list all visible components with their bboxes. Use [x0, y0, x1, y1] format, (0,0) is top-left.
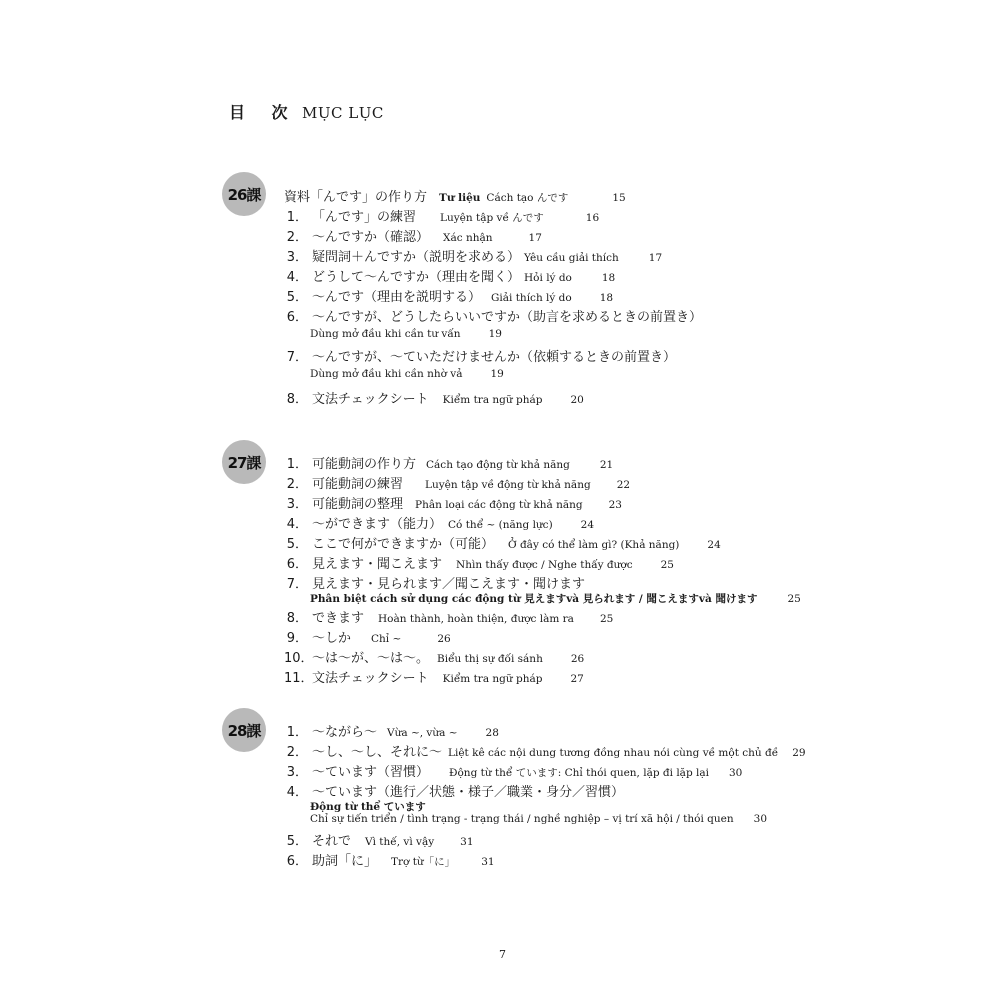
toc-entry[interactable]: 5． それで Vì thế, vì vậy 31 [286, 834, 474, 849]
toc-entry[interactable]: 3． ～ています（習慣） Động từ thể ています: Chỉ thói quen, lặp đi lặp lại 30 [286, 765, 743, 780]
heading-ja-2: 次 [271, 103, 289, 122]
toc-entry[interactable]: 8． 文法チェックシート Kiểm tra ngữ pháp 20 [286, 392, 584, 407]
toc-entry[interactable]: 資料「んです」の作り方 Tư liệu Cách tạo んです 15 [284, 190, 626, 205]
heading-ja-1: 目 [229, 103, 246, 122]
toc-entry-subtitle: Phân biệt cách sử dụng các động từ 見えますvà 見られます / 聞こえますvà 聞けます 25 [310, 593, 801, 605]
toc-entry[interactable]: 4． ～ています（進行／状態・様子／職業・身分／習慣） [286, 785, 625, 800]
heading-vi: MỤC LỤC [302, 104, 384, 122]
toc-entry[interactable]: 6． ～んですが、どうしたらいいですか（助言を求めるときの前置き） [286, 310, 703, 325]
toc-entry[interactable]: 3． 可能動詞の整理 Phân loại các động từ khả năng 23 [286, 497, 622, 512]
toc-entry[interactable]: 2． 可能動詞の練習 Luyện tập về động từ khả năng 22 [286, 477, 631, 492]
toc-entry[interactable]: 1． ～ながら～ Vừa ~, vừa ~ 28 [286, 725, 499, 740]
page-number: 7 [499, 948, 506, 961]
toc-entry[interactable]: 2． ～し、～し、それに～ Liệt kê các nội dung tương đồng nhau nói cùng về một chủ đề 29 [286, 745, 806, 760]
toc-entry[interactable]: 7． 見えます・見られます／聞こえます・聞けます [286, 577, 586, 592]
toc-entry[interactable]: 1． 可能動詞の作り方 Cách tạo động từ khả năng 21 [286, 457, 614, 472]
toc-entry[interactable]: 4． ～ができます（能力） Có thể ~ (năng lực) 24 [286, 517, 595, 532]
toc-entry[interactable]: 10． ～は～が、～は～。 Biểu thị sự đối sánh 26 [284, 651, 585, 666]
toc-entry[interactable]: 9． ～しか Chỉ ~ 26 [286, 631, 451, 646]
toc-entry[interactable]: 6． 助詞「に」 Trợ từ「に」 31 [286, 854, 495, 869]
toc-entry[interactable]: 4． どうして～んですか（理由を聞く） Hỏi lý do 18 [286, 270, 616, 285]
toc-entry[interactable]: 11． 文法チェックシート Kiểm tra ngữ pháp 27 [284, 671, 584, 686]
toc-entry[interactable]: 8． できます Hoàn thành, hoàn thiện, được làm ra 25 [286, 611, 614, 626]
toc-entry[interactable]: 5． ～んです（理由を説明する） Giải thích lý do 18 [286, 290, 614, 305]
lesson-badge: 26課 [222, 172, 266, 216]
toc-entry[interactable]: 2． ～んですか（確認） Xác nhận 17 [286, 230, 542, 245]
toc-entry[interactable]: 5． ここで何ができますか（可能） Ở đây có thể làm gì? (Khả năng) 24 [286, 537, 721, 552]
lesson-badge: 28課 [222, 708, 266, 752]
toc-entry[interactable]: 3． 疑問詞＋んですか（説明を求める） Yêu cầu giải thích 17 [286, 250, 663, 265]
toc-entry[interactable]: 7． ～んですが、～ていただけませんか（依頼するときの前置き） [286, 350, 677, 365]
toc-entry-subtitle: Dùng mở đầu khi cần nhờ vả 19 [310, 368, 504, 380]
lesson-badge: 27課 [222, 440, 266, 484]
toc-entry[interactable]: 1． 「んです」の練習 Luyện tập về んです 16 [286, 210, 600, 225]
toc-entry[interactable]: 6． 見えます・聞こえます Nhìn thấy được / Nghe thấy được 25 [286, 557, 674, 572]
toc-entry-subtitle: Dùng mở đầu khi cần tư vấn 19 [310, 328, 502, 340]
toc-entry-subtitle: Động từ thể ています [310, 801, 426, 813]
toc-entry-subtitle: Chỉ sự tiến triển / tình trạng - trạng thái / nghề nghiệp – vị trí xã hội / thói quen 30 [310, 813, 768, 825]
toc-heading [229, 100, 384, 123]
